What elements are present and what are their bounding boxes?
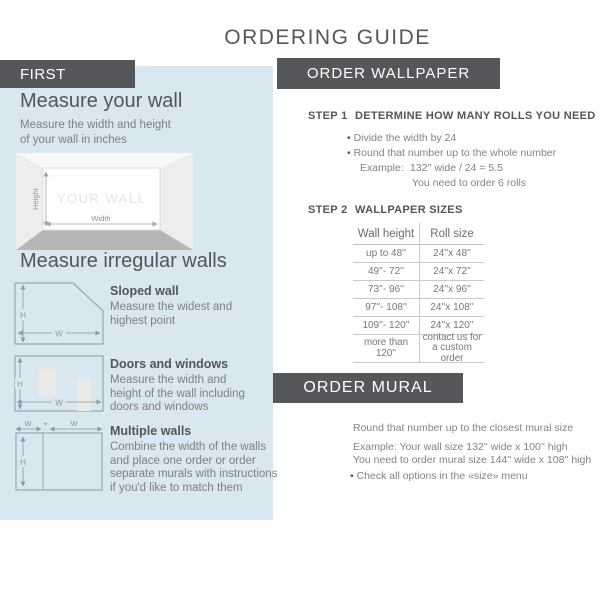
step1-bullet-list [347,131,556,160]
order-wallpaper-header [277,58,500,89]
sloped-h-label: H [20,311,26,320]
step1-title: DETERMINE HOW MANY ROLLS YOU NEED [355,110,596,122]
step1-example-note: You need to order 6 rolls [412,177,527,189]
order-mural-header [273,373,463,403]
table-row [353,331,484,364]
desc-line: separate murals with instructions [110,468,278,480]
table-row [353,245,484,263]
measure-wall-title: Measure your wall [20,90,183,112]
sloped-w-label: W [55,329,63,339]
cell-roll-size: contact us for a custom order [419,335,484,362]
cell-wall-height: 109''- 120'' [362,320,410,331]
cell-roll-size: 24''x 72'' [419,263,484,280]
step2-label: STEP 2 [308,204,348,216]
cell-wall-height: more than 120'' [363,337,409,359]
desc-line: Combine the width of the walls [110,441,266,453]
width-label: Width [91,214,111,223]
desc-line: and place one order or order [110,454,256,467]
measure-wall-subtitle [20,118,171,147]
door-shape [77,379,91,411]
sloped-wall-item-desc [110,301,232,328]
your-wall-label: YOUR WALL [56,191,147,206]
irregular-walls-title: Measure irregular walls [20,250,227,272]
first-section-header [0,60,135,88]
table-row [353,263,484,281]
first-section-header-label: FIRST [20,65,66,83]
window-shape [39,369,56,396]
multi-w1-label: W [24,419,32,428]
order-mural-header-label: ORDER MURAL [303,379,433,396]
cell-wall-height: up to 48'' [366,248,406,259]
cell-roll-size: 24''x 108'' [419,299,484,316]
plus-sign: + [43,419,48,429]
step1-bullet-2: • Round that number up to the whole number [347,146,556,161]
cell-wall-height: 49''- 72'' [368,266,404,277]
step1-label: STEP 1 [308,110,348,122]
multiple-walls-item-title: Multiple walls [110,424,192,438]
measure-wall-subtitle-line1: Measure the width and height [20,119,171,131]
mural-bullet: • Check all options in the «size» menu [350,470,528,482]
step1-example-label: Example: [360,162,404,174]
desc-line: doors and windows [110,401,209,413]
mural-example-line1: Example: Your wall size 132'' wide x 100'' high [353,441,568,453]
col-header-roll-size: Roll size [419,223,484,244]
step1-bullet-1: • Divide the width by 24 [347,131,556,146]
cell-roll-size: 24''x 96'' [419,281,484,298]
table-row [353,281,484,299]
step1-example-value: 132'' wide / 24 = 5.5 [410,162,504,174]
doors-w-label: W [55,398,63,408]
step2-title: WALLPAPER SIZES [355,204,463,216]
doors-windows-item-title: Doors and windows [110,357,229,371]
desc-line: height of the wall including [110,387,245,400]
cell-roll-size: 24''x 48'' [419,245,484,262]
table-row [353,299,484,317]
doors-h-label: H [17,380,23,389]
cell-roll-size: 24''x 120'' [419,317,484,334]
measure-wall-subtitle-line2: of your wall in inches [20,133,127,146]
room-diagram [16,150,194,250]
desc-line: Measure the widest and [110,301,233,313]
mural-example-line2: You need to order mural size 144'' wide x 108'' high [353,454,592,466]
doors-windows-item-desc [110,374,245,415]
desc-line: highest point [110,314,176,327]
doors-windows-diagram [14,355,104,412]
height-label: Height [31,188,40,210]
mural-instruction: Round that number up to the closest mural size [353,422,574,434]
table-header-row [353,223,484,245]
multi-w2-label: W [70,419,78,428]
multi-h-label: H [20,458,26,467]
desc-line: Measure the width and [110,374,227,386]
walls-outline [16,433,102,490]
cell-wall-height: 73''- 96'' [368,284,404,295]
wallpaper-sizes-table [353,223,484,363]
multiple-walls-item-desc [110,441,277,495]
sloped-wall-diagram [14,282,104,345]
multiple-walls-diagram [15,418,103,491]
col-header-wall-height: Wall height [357,227,415,240]
sloped-wall-item-title: Sloped wall [110,284,179,298]
page-title: ORDERING GUIDE [224,26,431,49]
order-wallpaper-header-label: ORDER WALLPAPER [306,65,471,82]
cell-wall-height: 97''- 108'' [365,302,407,313]
desc-line: if you'd like to match them [110,481,243,494]
